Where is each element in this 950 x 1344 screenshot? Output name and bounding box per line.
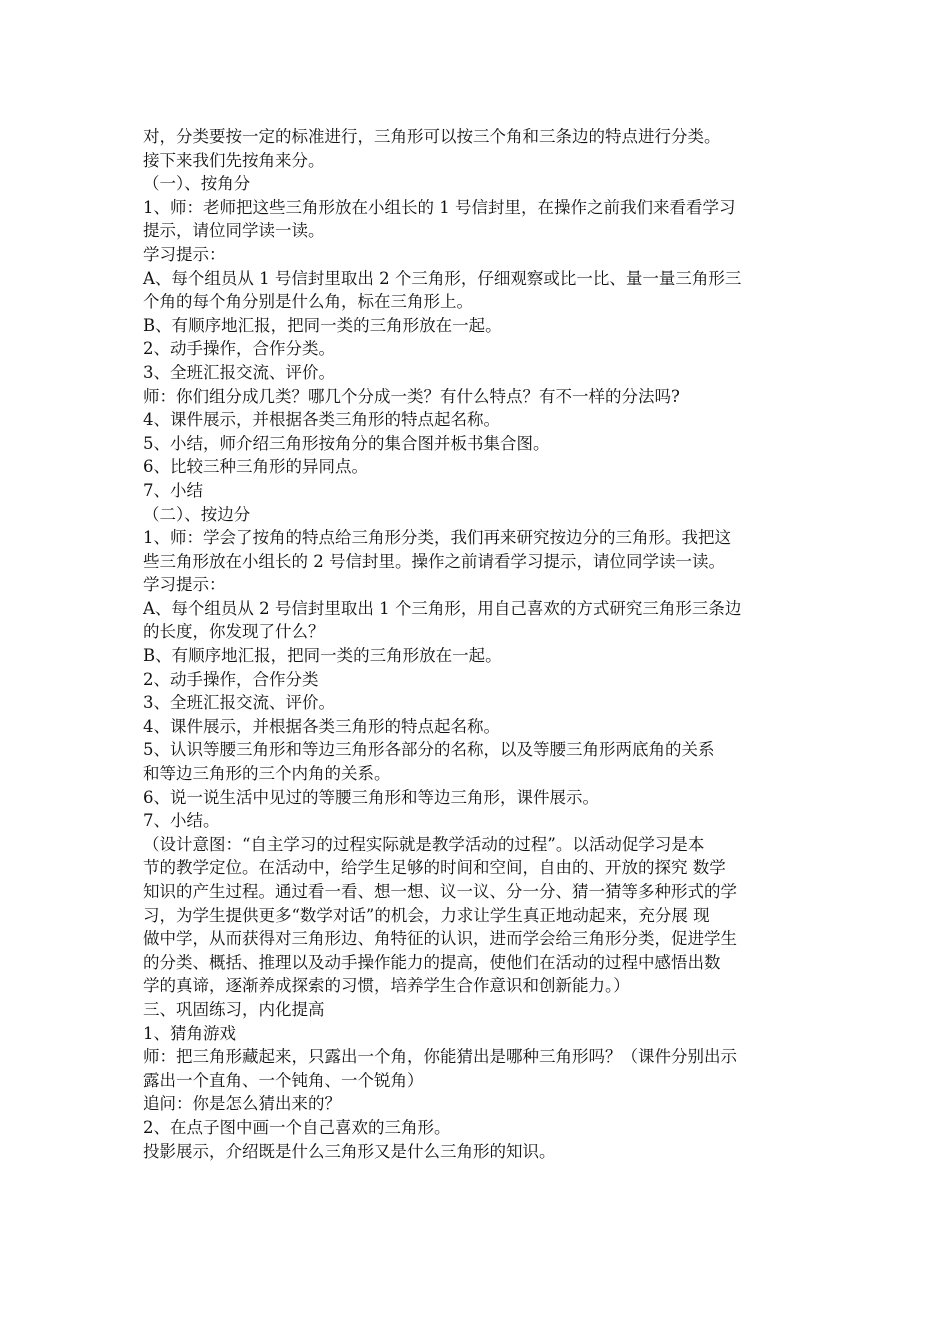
text-line: 学习提示：	[143, 244, 226, 264]
text-line: B、有顺序地汇报，把同一类的三角形放在一起。	[143, 646, 502, 666]
text-line: 4、课件展示，并根据各类三角形的特点起名称。	[143, 716, 500, 736]
text-line: 2、动手操作，合作分类	[143, 669, 319, 689]
text-line: 2、在点子图中画一个自己喜欢的三角形。	[143, 1117, 451, 1137]
text-line: 接下来我们先按角来分。	[143, 150, 325, 170]
design-intent-line: 节的教学定位。在活动中，给学生足够的时间和空间，自由的、开放的探究 数学	[143, 858, 726, 878]
text-line: 师：你们组分成几类？哪几个分成一类？有什么特点？有不一样的分法吗?	[143, 386, 680, 406]
text-line: 2、动手操作，合作分类。	[143, 339, 335, 359]
text-line: 3、全班汇报交流、评价。	[143, 362, 335, 382]
text-line: 些三角形放在小组长的 2 号信封里。操作之前请看学习提示，请位同学读一读。	[143, 551, 725, 571]
design-intent-line: 知识的产生过程。通过看一看、想一想、议一议、分一分、猜一猜等多种形式的学	[143, 882, 737, 901]
section-heading: 三、巩固练习，内化提高	[143, 999, 325, 1019]
text-line: 4、课件展示，并根据各类三角形的特点起名称。	[143, 410, 500, 430]
text-line: A、每个组员从 1 号信封里取出 2 个三角形，仔细观察或比一比、量一量三角形三	[143, 268, 742, 288]
text-line: 提示，请位同学读一读。	[143, 221, 325, 241]
text-line: 3、全班汇报交流、评价。	[143, 693, 335, 713]
text-line: 1、师：学会了按角的特点给三角形分类，我们再来研究按边分的三角形。我把这	[143, 528, 731, 548]
text-line: B、有顺序地汇报，把同一类的三角形放在一起。	[143, 315, 502, 335]
text-line: A、每个组员从 2 号信封里取出 1 个三角形，用自己喜欢的方式研究三角形三条边	[143, 598, 742, 618]
text-line: 7、小结	[143, 480, 203, 500]
text-line: 6、比较三种三角形的异同点。	[143, 457, 368, 477]
text-line: 6、说一说生活中见过的等腰三角形和等边三角形，课件展示。	[143, 787, 599, 807]
design-intent-line: 学的真谛，逐渐养成探索的习惯，培养学生合作意识和创新能力。）	[143, 976, 630, 996]
text-line: 对，分类要按一定的标准进行，三角形可以按三个角和三条边的特点进行分类。	[143, 127, 721, 146]
text-line: 投影展示，介绍既是什么三角形又是什么三角形的知识。	[143, 1141, 556, 1161]
text-line: 5、认识等腰三角形和等边三角形各部分的名称，以及等腰三角形两底角的关系	[143, 740, 715, 760]
text-line: 和等边三角形的三个内角的关系。	[143, 764, 391, 784]
text-line: 1、师：老师把这些三角形放在小组长的 1 号信封里，在操作之前我们来看看学习	[143, 197, 736, 217]
design-intent-line: 习，为学生提供更多“数学对话”的机会，力求让学生真正地动起来，充分展 现	[143, 905, 710, 925]
text-line: 个角的每个角分别是什么角，标在三角形上。	[143, 292, 473, 312]
text-line: 的长度，你发现了什么？	[143, 622, 325, 642]
text-line: 露出一个直角、一个钝角、一个锐角）	[143, 1070, 424, 1090]
section-heading: （二）、按边分	[143, 504, 251, 524]
design-intent-line: （设计意图：“自主学习的过程实际就是教学活动的过程”。以活动促学习是本	[143, 834, 705, 854]
text-line: 追问：你是怎么猜出来的？	[143, 1094, 341, 1114]
text-line: 7、小结。	[143, 811, 220, 831]
text-line: 学习提示：	[143, 575, 226, 595]
text-line: 1、猜角游戏	[143, 1023, 236, 1043]
design-intent-line: 做中学，从而获得对三角形边、角特征的认识，进而学会给三角形分类，促进学生	[143, 929, 737, 949]
text-line: 5、小结，师介绍三角形按角分的集合图并板书集合图。	[143, 433, 550, 453]
section-heading: （一）、按角分	[143, 174, 251, 194]
text-line: 师：把三角形藏起来，只露出一个角，你能猜出是哪种三角形吗？（课件分别出示	[143, 1047, 737, 1067]
document-body	[143, 125, 823, 1163]
design-intent-line: 的分类、概括、推理以及动手操作能力的提高，使他们在活动的过程中感悟出数	[143, 952, 721, 972]
